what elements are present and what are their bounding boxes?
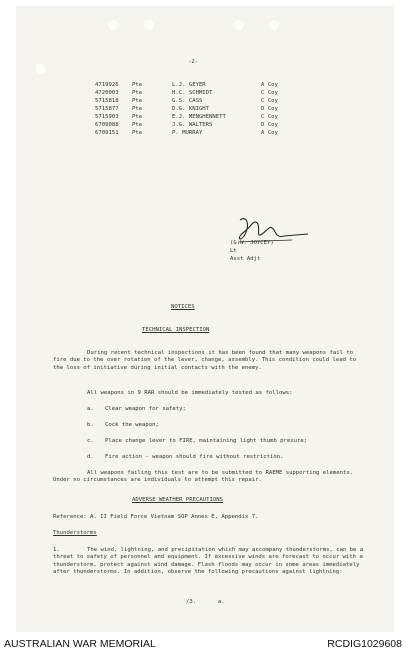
- punch-hole: [36, 64, 46, 74]
- company: A Coy: [261, 82, 278, 88]
- reference-line: Reference: A. II Field Force Vietnam SOP Annex E, Appendix 7.: [53, 514, 259, 520]
- punch-hole: [144, 20, 154, 30]
- company: D Coy: [261, 122, 278, 128]
- company: C Coy: [261, 98, 278, 104]
- soldier-name: P. MURRAY: [172, 130, 203, 136]
- punch-hole: [269, 20, 279, 30]
- service-number: 5715877: [95, 106, 119, 112]
- step-text: Fire action - weapon should fire without restriction.: [105, 454, 284, 460]
- rank: Pte: [132, 122, 143, 128]
- paragraph-number: 1.: [53, 547, 60, 553]
- thunderstorms-subheading: Thunderstorms: [53, 530, 97, 536]
- step-text: Cock the weapon;: [105, 422, 159, 428]
- archive-footer: [0, 633, 406, 654]
- step-letter: c.: [87, 438, 94, 444]
- service-number: 4720003: [95, 90, 119, 96]
- archive-name: AUSTRALIAN WAR MEMORIAL: [4, 638, 156, 650]
- service-number: 5715818: [95, 98, 119, 104]
- page-number: -2-: [188, 59, 199, 65]
- soldier-name: E.J. MENGHENNETT: [172, 114, 226, 120]
- signatory-name: (G.W. JOYCEY): [230, 240, 274, 246]
- service-number: 4719926: [95, 82, 119, 88]
- punch-hole: [234, 20, 244, 30]
- technical-inspection-heading: TECHNICAL INSPECTION: [142, 327, 210, 333]
- step-text: Clear weapon for safety;: [105, 406, 186, 412]
- service-number: 5715903: [95, 114, 119, 120]
- step-letter: d.: [87, 454, 94, 460]
- rank: Pte: [132, 82, 143, 88]
- technical-paragraph: During recent technical inspections it has been found that many weapons fail to fire due to the over rotation of the lever, change, assembly. This condition could lead to the loss of initiative during initial contacts with the enemy.: [53, 350, 357, 371]
- soldier-name: H.C. SCHMIDT: [172, 90, 213, 96]
- soldier-name: J.G. WALTERS: [172, 122, 213, 128]
- continuation-letter: a.: [218, 599, 225, 605]
- step-letter: b.: [87, 422, 94, 428]
- signatory-title: Asst Adjt: [230, 256, 261, 262]
- thunderstorms-paragraph: The wind, lightning, and precipitation which may accompany thunderstorms, can be a threat to safety of personnel and equipment. If excessive winds are forecast to occur with a thunderstorm, protect against wind damage. Flash floods may occur in some areas immediately after thunderstorms. In addition, observe the following precautions against lightning:: [53, 547, 364, 576]
- company: C Coy: [261, 90, 278, 96]
- document-page: [16, 6, 394, 632]
- notices-heading: NOTICES: [171, 304, 195, 310]
- step-letter: a.: [87, 406, 94, 412]
- punch-hole: [108, 20, 118, 30]
- company: A Coy: [261, 130, 278, 136]
- signatory-rank: Lt: [230, 248, 237, 254]
- adverse-weather-heading: ADVERSE WEATHER PRECAUTIONS: [132, 497, 223, 503]
- rank: Pte: [132, 114, 143, 120]
- company: C Coy: [261, 114, 278, 120]
- soldier-name: L.J. GEYER: [172, 82, 206, 88]
- document-id: RCDIG1029608: [327, 638, 402, 650]
- rank: Pte: [132, 98, 143, 104]
- failure-paragraph: All weapons failing this test are to be submitted to RAEME supporting elements. Under no circumstances are individuals to attempt this repair.: [53, 470, 354, 484]
- step-text: Place change lever to FIRE, maintaining light thumb presure;: [105, 438, 308, 444]
- rank: Pte: [132, 130, 143, 136]
- test-instruction: All weapons in 9 RAR should be immediately tested as follows:: [87, 390, 293, 396]
- service-number: 6709151: [95, 130, 119, 136]
- rank: Pte: [132, 90, 143, 96]
- continuation-marker: /3.: [186, 599, 197, 605]
- soldier-name: D.G. KNIGHT: [172, 106, 210, 112]
- company: D Coy: [261, 106, 278, 112]
- rank: Pte: [132, 106, 143, 112]
- service-number: 6709088: [95, 122, 119, 128]
- soldier-name: G.S. CASS: [172, 98, 203, 104]
